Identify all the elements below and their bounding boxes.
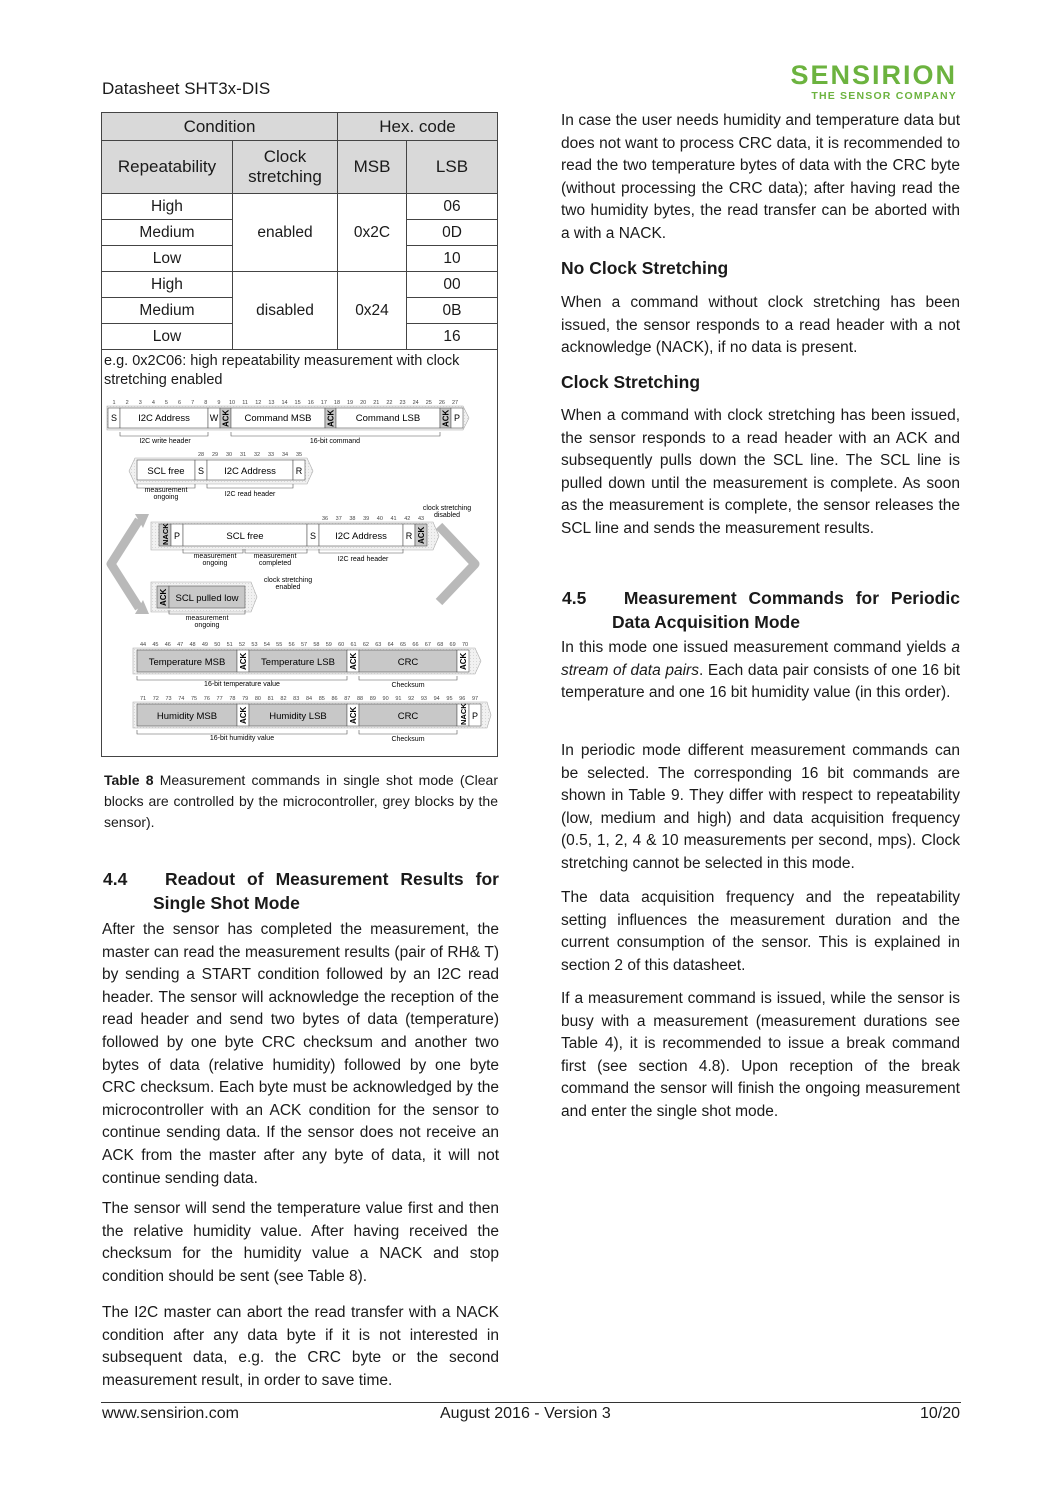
i2c-address-label: I2C Address xyxy=(138,413,190,424)
logo-tagline: THE SENSOR COMPANY xyxy=(811,90,957,102)
16bit-temperature-label: 16-bit temperature value xyxy=(204,681,280,688)
bit-number: 54 xyxy=(263,642,270,648)
bit-number: 97 xyxy=(471,696,479,702)
no-clock-stretching-paragraph: When a command without clock stretching has been issued, the sensor responds to a read header with a not acknowledge (NACK), if no data is present. xyxy=(561,294,960,357)
bit-number: 1 xyxy=(112,400,116,406)
bit-number: 4 xyxy=(151,400,155,406)
document-title: Datasheet SHT3x-DIS xyxy=(102,79,271,98)
bit-number: 35 xyxy=(295,452,303,458)
measurement-completed-label: completed xyxy=(258,560,292,567)
section-4-4-heading: 4.4 Readout of Measurement Results for Single Shot Mode xyxy=(103,869,499,913)
sec44-paragraph-1: After the sensor has completed the measurement, the master can read the measurement results (pair of RH& T) by sending a START condition followed by an I2C read header. The sensor will acknowledge the reception of the read header and send two bytes of data (temperature) followed by one byte CRC checksum and another two bytes of data (relative humidity) followed by one byte CRC checksum. Each byte must be acknowledged by the microcontroller with an ACK condition for the sensor to continue sending data. If the sensor does not receive an ACK from the master after any byte of data, it will not continue sending data. xyxy=(102,921,499,1187)
16bit-humidity-label: 16-bit humidity value xyxy=(209,735,275,742)
footer-website[interactable]: www.sensirion.com xyxy=(102,1405,239,1422)
nack-label: NACK xyxy=(161,523,170,545)
humidity-msb-label: Humidity MSB xyxy=(156,711,218,722)
bit-number: 63 xyxy=(375,642,382,648)
bit-number: 71 xyxy=(139,696,147,702)
bit-number: 42 xyxy=(404,516,411,522)
bit-number: 89 xyxy=(369,696,376,702)
measurement-ongoing-label: measurement xyxy=(144,487,188,494)
bit-number: 85 xyxy=(318,696,325,702)
bit-number: 57 xyxy=(300,642,308,648)
bit-number: 27 xyxy=(451,400,459,406)
p-label: P xyxy=(471,711,479,721)
measurement-ongoing-label: measurement xyxy=(185,615,229,622)
bit-numbers-row2 xyxy=(198,452,302,458)
clock-stretching-enabled-label: enabled xyxy=(275,584,301,591)
clock-enabled-cell: enabled xyxy=(233,194,338,272)
header-repeatability: Repeatability xyxy=(102,141,233,194)
bit-number: 15 xyxy=(294,400,301,406)
bit-number: 94 xyxy=(433,696,440,702)
measurement-completed-label: measurement xyxy=(253,553,297,560)
msb-enabled-cell: 0x2C xyxy=(338,194,407,272)
bit-number: 91 xyxy=(395,696,402,702)
i2c-address-label: I2C Address xyxy=(335,531,387,542)
bit-number: 77 xyxy=(216,696,223,702)
r-label: R xyxy=(405,531,413,541)
i2c-write-header-label: I2C write header xyxy=(139,438,191,445)
bit-number: 55 xyxy=(276,642,283,648)
sec45-paragraph-1: In this mode one issued measurement command yields a stream of data pairs. Each data pair consists of one 16 bit temperature and one 16 bit humidity value (in this order). xyxy=(561,639,960,702)
section-4-5-heading: 4.5 Measurement Commands for Periodic Data Acquisition Mode xyxy=(562,588,960,632)
bit-number: 74 xyxy=(178,696,185,702)
s-label: S xyxy=(197,466,205,476)
i2c-read-header-label: I2C read header xyxy=(337,556,389,563)
table-row: Medium 0D xyxy=(102,220,498,246)
header-lsb: LSB xyxy=(407,141,498,194)
bit-number: 30 xyxy=(225,452,233,458)
bit-number: 50 xyxy=(214,642,221,648)
footer-rule xyxy=(101,1402,961,1403)
bit-number: 24 xyxy=(412,400,419,406)
bit-number: 21 xyxy=(373,400,380,406)
bit-number: 82 xyxy=(280,696,287,702)
bit-number: 19 xyxy=(347,400,354,406)
bit-number: 38 xyxy=(349,516,356,522)
right-branch-arrow xyxy=(439,526,475,602)
bit-number: 44 xyxy=(139,642,147,648)
bit-number: 64 xyxy=(387,642,394,648)
clock-stretching-paragraph: When a command with clock stretching has been issued, the sensor responds to a read header with an ACK and subsequently pulls down the SCL line. The SCL line is pulled down until the measurement is complete. As soon as the measurement is complete, the sensor releases the SCL line and sends the measurement results. xyxy=(561,407,960,537)
bit-number: 17 xyxy=(320,400,327,406)
nack-label: NACK xyxy=(459,703,468,725)
checksum-label: Checksum xyxy=(391,736,425,743)
bit-numbers-row5 xyxy=(140,642,468,648)
bit-number: 80 xyxy=(254,696,261,702)
s-label: S xyxy=(110,413,118,423)
brace-lines xyxy=(137,730,457,734)
bit-number: 84 xyxy=(305,696,313,702)
bit-number: 31 xyxy=(239,452,247,458)
bit-number: 66 xyxy=(412,642,419,648)
measurement-ongoing-label: ongoing xyxy=(153,494,179,501)
brace-lines xyxy=(137,676,457,680)
bit-numbers-row6 xyxy=(140,696,478,702)
left-branch-arrow xyxy=(111,520,139,608)
bit-number: 59 xyxy=(325,642,332,648)
sec45-paragraph-3: The data acquisition frequency and the repeatability setting influences the measurement duration and the current consumption of the sensor. This is explained in section 2 of this datasheet. xyxy=(561,889,960,974)
bit-number: 69 xyxy=(449,642,456,648)
bit-number: 72 xyxy=(152,696,159,702)
bit-number: 25 xyxy=(425,400,432,406)
caption-label: Table 8 xyxy=(104,772,154,788)
bit-number: 93 xyxy=(420,696,427,702)
bit-number: 26 xyxy=(438,400,445,406)
logo-name: SENSIRION xyxy=(790,60,957,90)
right-intro-paragraph: In case the user needs humidity and temperature data but does not want to process CRC data, it is recommended to read the two temperature bytes of data with the CRC byte (without processing the CRC data); after having read the two humidity bytes, the read transfer can be aborted with a with a NACK. xyxy=(561,112,960,242)
footer-page-number: 10/20 xyxy=(919,1405,960,1422)
bit-number: 49 xyxy=(201,642,208,648)
clock-stretching-disabled-label: clock stretching xyxy=(422,505,472,512)
bit-number: 60 xyxy=(338,642,345,648)
bit-number: 6 xyxy=(178,400,182,406)
scl-pulled-low-label: SCL pulled low xyxy=(175,593,239,604)
sensirion-logo xyxy=(790,60,957,102)
brace-lines xyxy=(120,432,440,436)
scl-free-label: SCL free xyxy=(147,466,185,477)
bit-number: 29 xyxy=(211,452,219,458)
temperature-lsb-label: Temperature LSB xyxy=(261,657,335,668)
bit-number: 8 xyxy=(204,400,208,406)
table-example-note: e.g. 0x2C06: high repeatability measurement with clock stretching enabled xyxy=(104,353,460,388)
bit-number: 87 xyxy=(344,696,351,702)
bit-number: 48 xyxy=(189,642,196,648)
table-row: Medium 0B xyxy=(102,298,498,324)
no-clock-stretching-heading: No Clock Stretching xyxy=(561,258,729,278)
bit-number: 88 xyxy=(357,696,364,702)
bit-number: 46 xyxy=(164,642,171,648)
bit-number: 7 xyxy=(191,400,195,406)
bit-number: 83 xyxy=(293,696,300,702)
bit-number: 53 xyxy=(251,642,258,648)
bit-number: 51 xyxy=(226,642,233,648)
crc-label: CRC xyxy=(397,711,419,722)
i2c-address-label: I2C Address xyxy=(224,466,276,477)
command-msb-label: Command MSB xyxy=(244,413,312,424)
table-row: High disabled 0x24 00 xyxy=(102,272,498,298)
bit-number: 3 xyxy=(138,400,142,406)
bit-number: 96 xyxy=(459,696,466,702)
ack-label: ACK xyxy=(459,652,468,670)
bit-number: 52 xyxy=(239,642,246,648)
sec44-paragraph-3: The I2C master can abort the read transfer with a NACK condition after any data byte if it is not interested in subsequent data, e.g. the CRC byte or the second measurement result, in order to save time. xyxy=(102,1304,499,1389)
bit-number: 18 xyxy=(333,400,341,406)
bit-number: 47 xyxy=(177,642,184,648)
bit-number: 9 xyxy=(217,400,221,406)
measurement-ongoing-label: ongoing xyxy=(194,622,220,629)
i2c-sequence-diagram xyxy=(103,396,497,746)
bit-number: 92 xyxy=(408,696,415,702)
table-row: High enabled 0x2C 06 xyxy=(102,194,498,220)
bit-number: 20 xyxy=(360,400,367,406)
ack-label: ACK xyxy=(417,526,426,544)
sec44-paragraph-2: The sensor will send the temperature value first and then the relative humidity value. After having received the checksum for the humidity value a NACK and stop condition should be sent (see Table 8). xyxy=(102,1200,499,1285)
checksum-label: Checksum xyxy=(391,682,425,689)
msb-disabled-cell: 0x24 xyxy=(338,272,407,350)
caption-text: Measurement commands in single shot mode (Clear blocks are controlled by the microcontroller, grey blocks by the sensor). xyxy=(104,772,498,830)
ack-label: ACK xyxy=(239,652,248,670)
bit-number: 79 xyxy=(242,696,249,702)
p-label: P xyxy=(453,413,461,423)
bit-number: 37 xyxy=(335,516,342,522)
ack-label: ACK xyxy=(441,409,451,427)
bit-number: 39 xyxy=(363,516,370,522)
bit-number: 73 xyxy=(165,696,172,702)
bit-number: 2 xyxy=(125,400,129,406)
bit-number: 23 xyxy=(399,400,406,406)
table-row: Low 16 xyxy=(102,324,498,350)
ack-label: ACK xyxy=(326,409,336,427)
crc-label: CRC xyxy=(397,657,419,668)
bit-number: 13 xyxy=(268,400,275,406)
bit-number: 22 xyxy=(386,400,393,406)
bit-number: 43 xyxy=(417,516,425,522)
header-condition: Condition xyxy=(102,113,338,141)
bit-number: 45 xyxy=(152,642,159,648)
ack-label: ACK xyxy=(239,706,248,724)
bit-number: 5 xyxy=(164,400,168,406)
table-8-caption xyxy=(104,770,498,833)
bit-number: 90 xyxy=(382,696,389,702)
bit-number: 56 xyxy=(288,642,295,648)
w-label: W xyxy=(209,413,219,423)
bit-number: 76 xyxy=(203,696,210,702)
bit-number: 34 xyxy=(281,452,289,458)
16bit-command-label: 16-bit command xyxy=(309,438,361,445)
bit-number: 12 xyxy=(255,400,262,406)
bit-number: 41 xyxy=(390,516,397,522)
bit-number: 32 xyxy=(253,452,261,458)
bit-number: 40 xyxy=(376,516,383,522)
bit-number: 16 xyxy=(307,400,314,406)
bit-number: 67 xyxy=(424,642,431,648)
clock-stretching-disabled-label: disabled xyxy=(433,512,461,519)
command-lsb-label: Command LSB xyxy=(355,413,421,424)
sec45-paragraph-4: If a measurement command is issued, while the sensor is busy with a measurement (measurement durations see Table 4), it is recommended to issue a break command first (see section 4.8). Upon reception of the break command the sensor will finish the ongoing measurement and enter the single shot mode. xyxy=(561,990,960,1120)
header-msb: MSB xyxy=(338,141,407,194)
humidity-lsb-label: Humidity LSB xyxy=(269,711,327,722)
header-clock-stretching: Clock stretching xyxy=(233,141,338,194)
sec45-paragraph-2: In periodic mode different measurement commands can be selected. The corresponding 16 bit commands are shown in Table 9. They differ with respect to repeatability (low, medium and high) and data acquisition frequency (0.5, 1, 2, 4 & 10 measurements per second, mps). Clock stretching cannot be selected in this mode. xyxy=(561,742,960,872)
bit-numbers-row1 xyxy=(112,400,458,406)
ack-label: ACK xyxy=(349,652,358,670)
bit-number: 62 xyxy=(362,642,369,648)
bit-number: 10 xyxy=(228,400,236,406)
bit-number: 70 xyxy=(461,642,469,648)
p-label: P xyxy=(173,531,181,541)
scl-free-label: SCL free xyxy=(226,531,264,542)
r-label: R xyxy=(295,466,303,476)
bit-number: 95 xyxy=(446,696,453,702)
bit-number: 78 xyxy=(229,696,236,702)
ack-label: ACK xyxy=(221,409,231,427)
table-row: Low 10 xyxy=(102,246,498,272)
bit-numbers-row3 xyxy=(322,516,424,522)
bit-number: 28 xyxy=(197,452,205,458)
ack-label: ACK xyxy=(159,588,168,606)
bit-number: 33 xyxy=(267,452,275,458)
s-label: S xyxy=(309,531,317,541)
bit-number: 65 xyxy=(400,642,407,648)
measurement-command-table xyxy=(101,112,498,350)
clock-stretching-enabled-label: clock stretching xyxy=(263,577,313,584)
bit-number: 36 xyxy=(321,516,329,522)
measurement-ongoing-label: measurement xyxy=(193,553,237,560)
clock-disabled-cell: disabled xyxy=(233,272,338,350)
bit-number: 86 xyxy=(331,696,338,702)
bit-number: 58 xyxy=(313,642,320,648)
footer-version: August 2016 - Version 3 xyxy=(440,1405,611,1422)
bit-number: 68 xyxy=(437,642,444,648)
bit-number: 11 xyxy=(242,400,249,406)
bit-number: 81 xyxy=(267,696,274,702)
temperature-msb-label: Temperature MSB xyxy=(148,657,226,668)
measurement-ongoing-label: ongoing xyxy=(202,560,228,567)
i2c-read-header-label: I2C read header xyxy=(224,491,276,498)
bit-number: 14 xyxy=(281,400,288,406)
header-hex-code: Hex. code xyxy=(338,113,498,141)
ack-label: ACK xyxy=(349,706,358,724)
clock-stretching-heading: Clock Stretching xyxy=(561,372,701,392)
bit-number: 75 xyxy=(191,696,198,702)
bit-number: 61 xyxy=(350,642,357,648)
